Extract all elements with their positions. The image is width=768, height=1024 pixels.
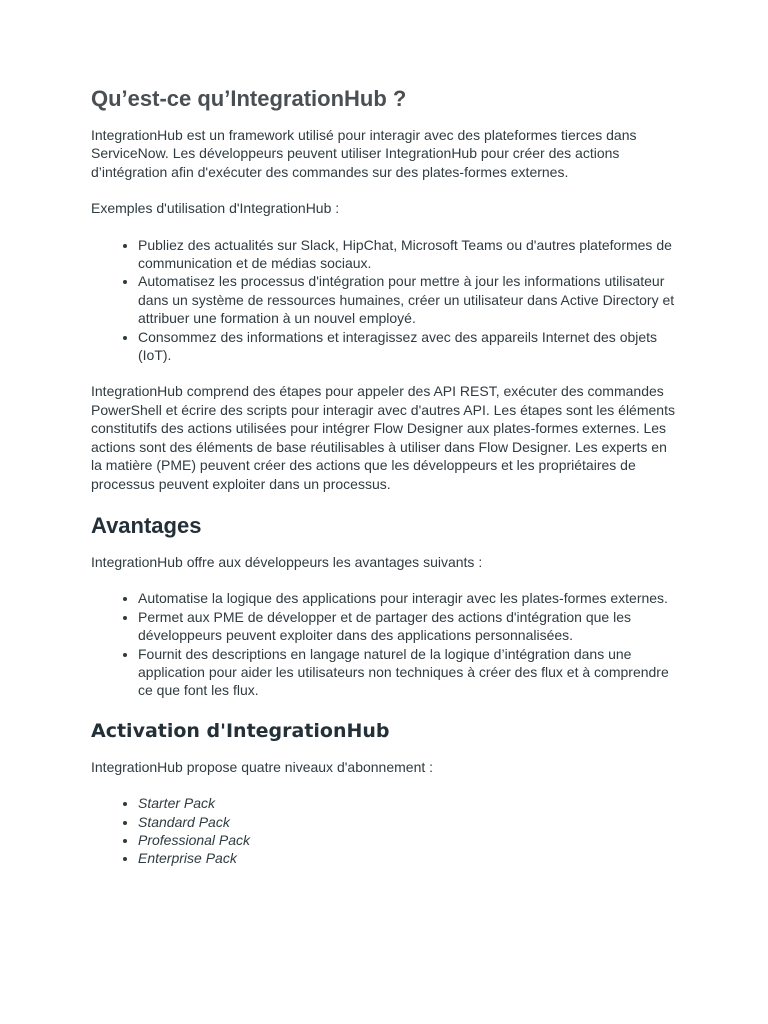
examples-label: Exemples d'utilisation d'IntegrationHub : xyxy=(91,200,340,217)
advantages-list xyxy=(91,589,681,699)
list-item: • Starter Pack xyxy=(138,794,681,812)
advantages-heading: Avantages xyxy=(91,512,202,538)
list-item: • Publiez des actualités sur Slack, HipChat, Microsoft Teams ou d'autres plateformes de communication et de médias sociaux. xyxy=(138,236,681,273)
list-item: • Fournit des descriptions en langage naturel de la logique d’intégration dans une application pour aider les utilisateurs non techniques à créer des flux et à comprendre ce que font les flux. xyxy=(138,645,681,700)
list-item: • Automatise la logique des applications pour interagir avec les plates-formes externes. xyxy=(138,589,681,607)
details-paragraph: IntegrationHub comprend des étapes pour appeler des API REST, exécuter des commandes PowerShell et écrire des scripts pour interagir avec d'autres API. Les étapes sont les éléments constitutifs des actions utilisées pour intégrer Flow Designer aux plates-formes externes. Les actions sont des éléments de base réutilisables à utiliser dans Flow Designer. Les experts en la matière (PME) peuvent créer des actions que les développeurs et les propriétaires de processus peuvent exploiter dans un processus. xyxy=(91,383,675,492)
list-item: • Permet aux PME de développer et de partager des actions d'intégration que les développeurs peuvent exploiter dans des applications personnalisées. xyxy=(138,608,681,645)
activation-heading: Activation d'IntegrationHub xyxy=(91,719,390,742)
list-item: • Automatisez les processus d'intégration pour mettre à jour les informations utilisateur dans un système de ressources humaines, créer un utilisateur dans Active Directory et attribuer une formation à un nouvel employé. xyxy=(138,272,681,327)
list-item: • Professional Pack xyxy=(138,831,681,849)
activation-intro: IntegrationHub propose quatre niveaux d'abonnement : xyxy=(91,758,434,775)
packs-list xyxy=(91,794,681,868)
intro-paragraph: IntegrationHub est un framework utilisé pour interagir avec des plateformes tierces dans ServiceNow. Les développeurs peuvent utiliser IntegrationHub pour créer des actions d’intégration afin d'exécuter des commandes sur des plates-formes externes. xyxy=(91,127,637,180)
advantages-intro: IntegrationHub offre aux développeurs les avantages suivants : xyxy=(91,553,483,570)
list-item: • Consommez des informations et interagissez avec des appareils Internet des objets (IoT). xyxy=(138,328,681,365)
examples-list xyxy=(91,236,681,365)
list-item: • Standard Pack xyxy=(138,813,681,831)
document-page xyxy=(91,84,681,886)
page-title: Qu’est-ce qu’IntegrationHub ? xyxy=(91,86,407,111)
list-item: • Enterprise Pack xyxy=(138,849,681,867)
